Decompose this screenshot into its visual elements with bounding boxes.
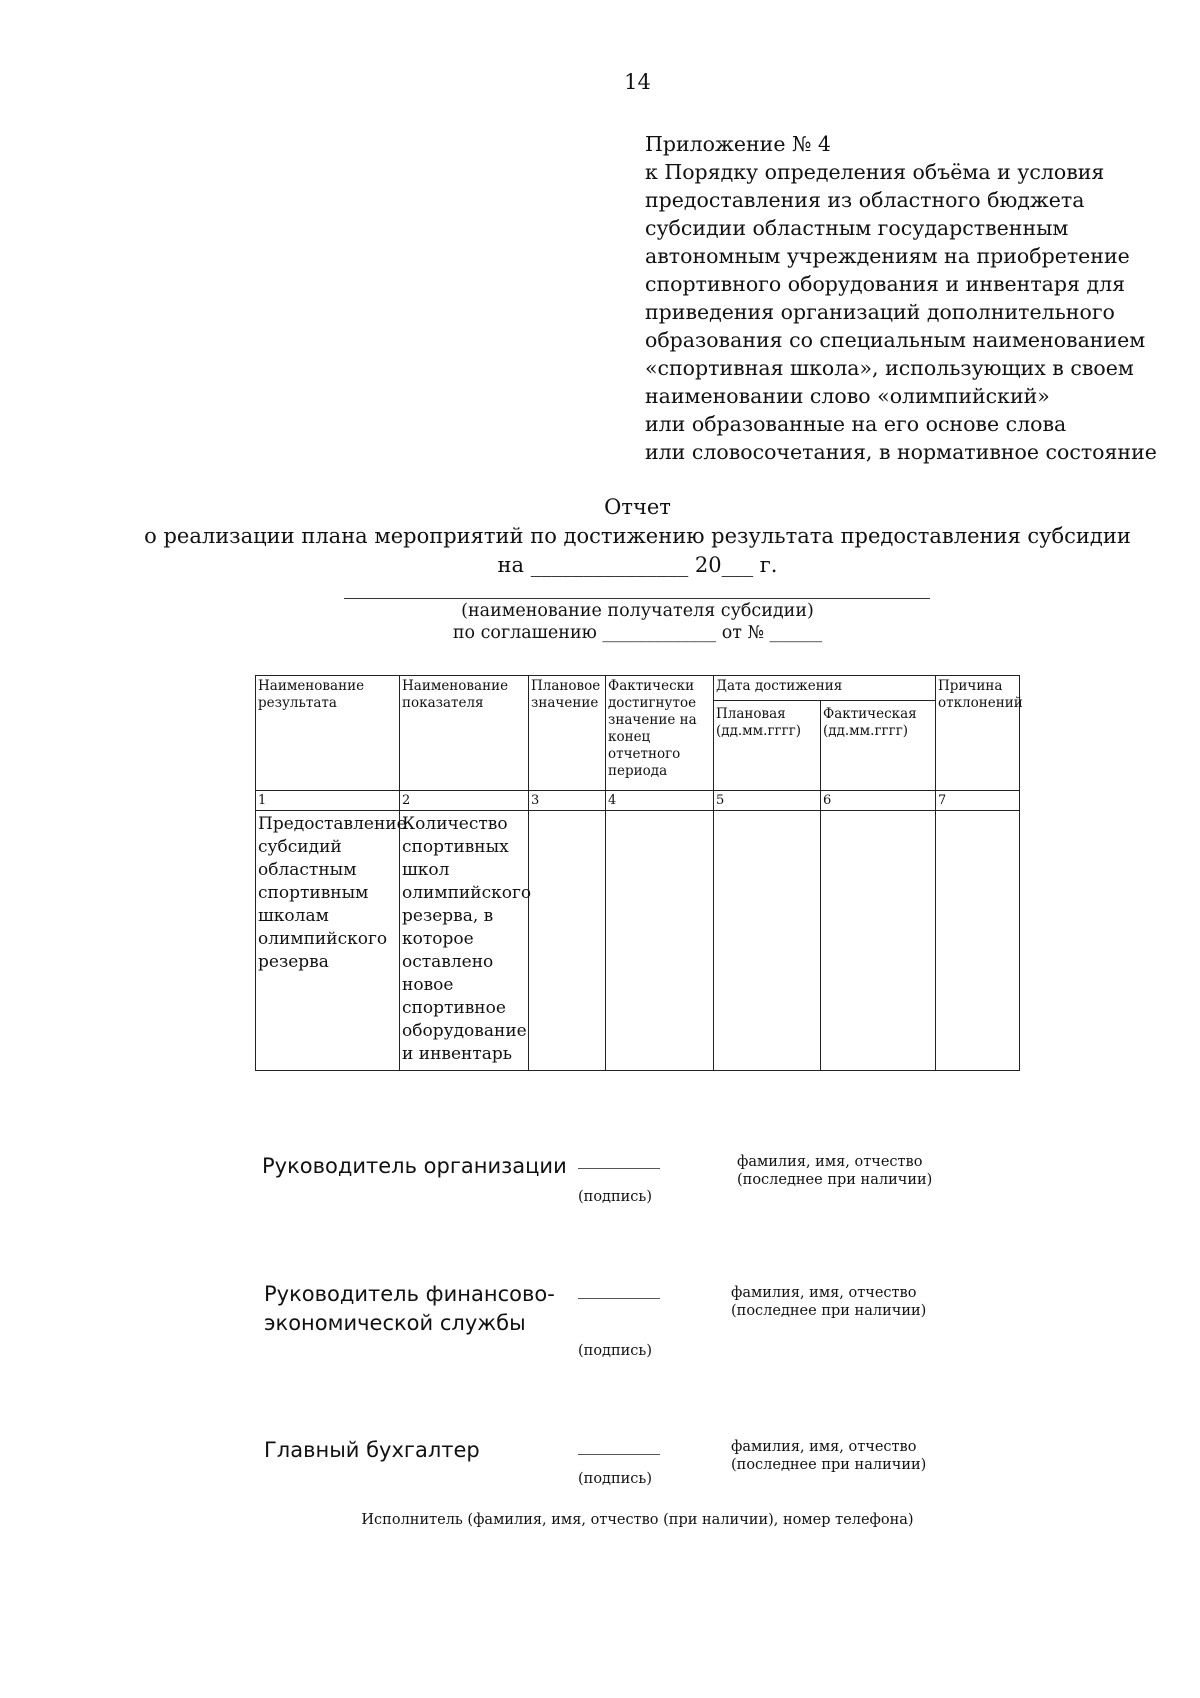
cell-reason [936, 811, 1020, 1071]
appendix-block [645, 130, 1165, 466]
signature-title-line: экономической службы [264, 1311, 526, 1335]
report-subtitle: о реализации плана мероприятий по достижению результата предоставления субсидии [144, 524, 1131, 548]
appendix-line: или словосочетания, в нормативное состояние [645, 440, 1157, 464]
signature-caption: (подпись) [578, 1189, 652, 1205]
header-planned-value: Плановое значение [529, 676, 606, 791]
recipient-caption: (наименование получателя субсидии) [461, 601, 814, 621]
signature-line [578, 1168, 660, 1169]
signature-title-director: Руководитель организации [262, 1154, 567, 1178]
cell-result: Предоставление субсидий областным спортивным школам олимпийского резерва [256, 811, 400, 1071]
header-deviation-reason: Причина отклонений [936, 676, 1020, 791]
cell-indicator: Количество спортивных школ олимпийского резерва, в которое оставлено новое спортивное оборудование и инвентарь [400, 811, 529, 1071]
signature-title-finance [264, 1280, 555, 1338]
header-actual-value: Фактически достигнутое значение на конец отчетного периода [606, 676, 714, 791]
name-caption-note: (последнее при наличии) [737, 1172, 933, 1188]
appendix-line: спортивного оборудования и инвентаря для [645, 272, 1126, 296]
header-achievement-date: Дата достижения [714, 676, 936, 701]
column-number: 4 [606, 791, 714, 811]
cell-planned [529, 811, 606, 1071]
signature-caption: (подпись) [578, 1343, 652, 1359]
appendix-line: образования со специальным наименованием [645, 328, 1146, 352]
appendix-line: субсидии областным государственным [645, 216, 1069, 240]
appendix-line: приведения организаций дополнительного [645, 300, 1115, 324]
report-heading [0, 493, 1200, 580]
appendix-line: «спортивная школа», использующих в своем [645, 356, 1134, 380]
agreement-line: по соглашению _____________ от № ______ [452, 623, 823, 643]
recipient-block [0, 600, 1200, 644]
name-caption-note: (последнее при наличии) [731, 1457, 927, 1473]
cell-date-planned [714, 811, 821, 1071]
header-result-name: Наименование результата [256, 676, 400, 791]
cell-actual [606, 811, 714, 1071]
recipient-name-line [344, 598, 930, 599]
table-header-row [256, 676, 1020, 701]
appendix-line: автономным учреждениям на приобретение [645, 244, 1130, 268]
appendix-line: к Порядку определения объёма и условия [645, 160, 1105, 184]
column-number: 1 [256, 791, 400, 811]
table-row [256, 811, 1020, 1071]
name-caption-note: (последнее при наличии) [731, 1303, 927, 1319]
signature-title-line: Руководитель финансово- [264, 1282, 555, 1306]
report-title: Отчет [604, 495, 671, 519]
header-actual-date: Фактическая (дд.мм.гггг) [821, 701, 936, 791]
signature-line [578, 1298, 660, 1299]
header-planned-date: Плановая (дд.мм.гггг) [714, 701, 821, 791]
executor-caption: Исполнитель (фамилия, имя, отчество (при наличии), номер телефона) [361, 1512, 914, 1528]
appendix-line: Приложение № 4 [645, 132, 831, 156]
appendix-line: предоставления из областного бюджета [645, 188, 1085, 212]
header-indicator-name: Наименование показателя [400, 676, 529, 791]
cell-date-actual [821, 811, 936, 1071]
page-number: 14 [624, 70, 651, 94]
column-number: 7 [936, 791, 1020, 811]
column-number: 2 [400, 791, 529, 811]
column-number: 5 [714, 791, 821, 811]
report-date-line: на _______________ 20___ г. [497, 553, 778, 577]
table-number-row [256, 791, 1020, 811]
results-table [255, 675, 1023, 1071]
signature-line [578, 1454, 660, 1455]
name-caption: фамилия, имя, отчество [731, 1285, 917, 1301]
appendix-line: наименовании слово «олимпийский» [645, 384, 1050, 408]
name-caption: фамилия, имя, отчество [737, 1154, 923, 1170]
appendix-line: или образованные на его основе слова [645, 412, 1067, 436]
name-caption: фамилия, имя, отчество [731, 1439, 917, 1455]
column-number: 3 [529, 791, 606, 811]
signature-caption: (подпись) [578, 1471, 652, 1487]
column-number: 6 [821, 791, 936, 811]
signature-title-accountant: Главный бухгалтер [264, 1438, 480, 1462]
